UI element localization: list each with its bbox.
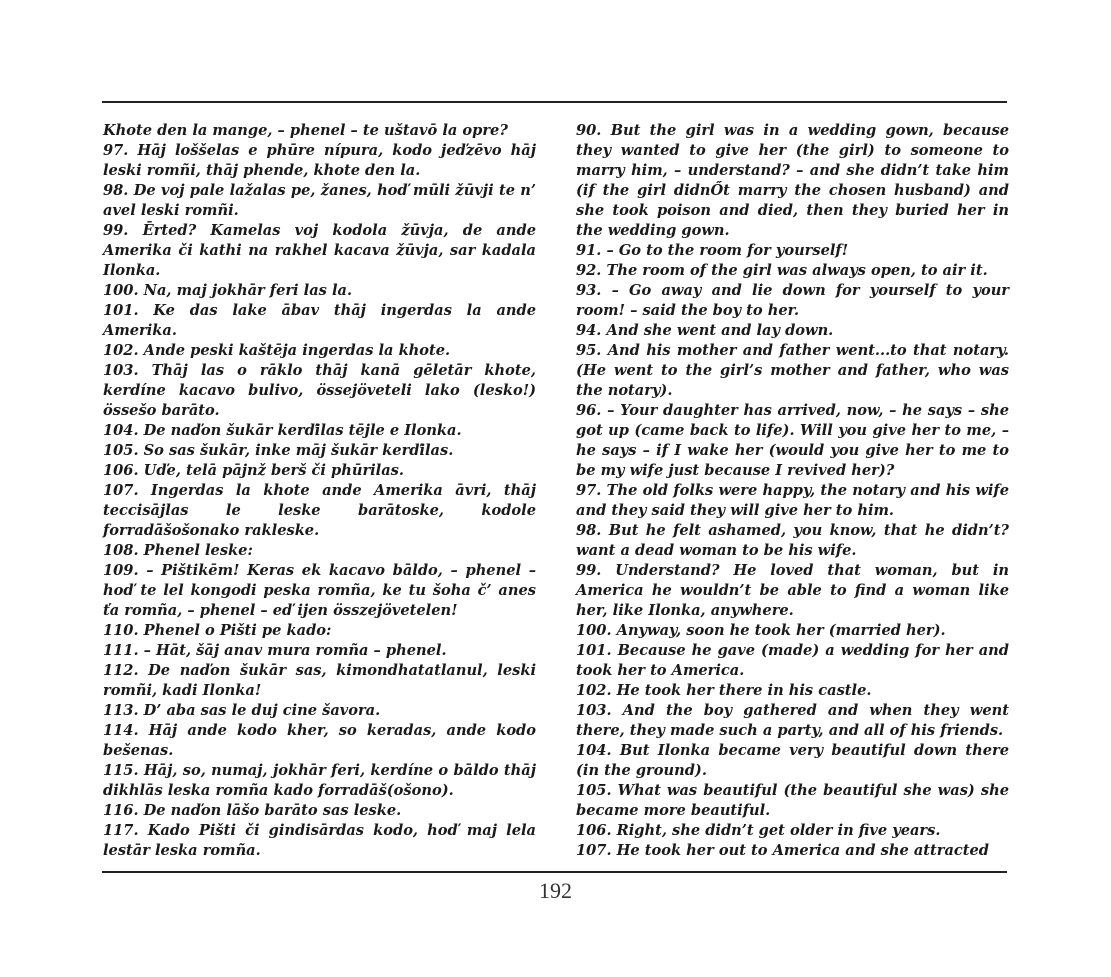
paragraph-romani: 99. Ērted? Kamelas voj kodola žūvja, de ande Amerika či kathi na rakhel kacava žūvja, sar kadala Ilonka.	[103, 222, 536, 279]
paragraph-english: 101. Because he gave (made) a wedding for her and took her to America.	[576, 642, 1009, 679]
paragraph-romani: Khote den la mange, – phenel – te uštavō la opre?	[103, 122, 508, 139]
paragraph-english: 91. – Go to the room for yourself!	[576, 242, 849, 259]
paragraph-romani: 101. Ke das lake ābav thāj ingerdas la ande Amerika.	[103, 302, 536, 339]
paragraph-english: 102. He took her there in his castle.	[576, 682, 872, 699]
page-number: 192	[539, 878, 572, 903]
paragraph-romani: 108. Phenel leske:	[103, 542, 253, 559]
paragraph-romani: 97. Hāj loššelas e phūre nípura, kodo jeďzēvo hāj leski romñi, thāj phende, khote den la.	[103, 142, 536, 179]
paragraph-romani: 98. De voj pale lažalas pe, žanes, hoď mūli žūvji te n’ avel leski romñi.	[103, 182, 536, 219]
top-rule	[102, 101, 1007, 103]
paragraph-romani: 114. Hāj ande kodo kher, so keradas, ande kodo bešenas.	[103, 722, 536, 759]
bottom-rule	[102, 871, 1007, 873]
paragraph-romani: 105. So sas šukār, inke māj šukār kerďilas.	[103, 442, 454, 459]
paragraph-romani: 109. – Pištikēm! Keras ek kacavo bāldo, – phenel – hoď te lel kongodi peska romña, ke tu šoha č’ anes ťa romña, – phenel – eď ijen összejövetelen!	[103, 562, 536, 619]
paragraph-romani: 115. Hāj, so, numaj, jokhār feri, kerdíne o bāldo thāj dikhlās leska romña kado forradāš(ošono).	[103, 762, 536, 799]
paragraph-romani: 107. Ingerdas la khote ande Amerika āvri, thāj teccisājlas le leske barātoske, kodole forradāšošonako rakleske.	[103, 482, 536, 539]
right-column-english-translation	[576, 121, 1009, 861]
left-column-romani-text	[103, 121, 536, 861]
paragraph-english: 104. But Ilonka became very beautiful down there (in the ground).	[576, 742, 1009, 779]
paragraph-romani: 112. De naďon šukār sas, kimondhatatlanul, leski romñi, kadi Ilonka!	[103, 662, 536, 699]
paragraph-english: 103. And the boy gathered and when they went there, they made such a party, and all of his friends.	[576, 702, 1009, 739]
paragraph-english: 100. Anyway, soon he took her (married her).	[576, 622, 946, 639]
paragraph-english: 92. The room of the girl was always open, to air it.	[576, 262, 988, 279]
paragraph-romani: 110. Phenel o Pišti pe kado:	[103, 622, 332, 639]
paragraph-romani: 117. Kado Pišti či gindisārdas kodo, hoď maj lela lestār leska romña.	[103, 822, 536, 859]
paragraph-english: 99. Understand? He loved that woman, but in America he wouldn’t be able to find a woman like her, like Ilonka, anywhere.	[576, 562, 1009, 619]
paragraph-romani: 106. Uďe, telā pājnž berš či phūrilas.	[103, 462, 404, 479]
paragraph-english: 107. He took her out to America and she attracted	[576, 842, 990, 859]
paragraph-english: 95. And his mother and father went...to that notary. (He went to the girl’s mother and father, who was the notary).	[576, 342, 1009, 399]
paragraph-english: 94. And she went and lay down.	[576, 322, 834, 339]
paragraph-english: 106. Right, she didn’t get older in five years.	[576, 822, 941, 839]
paragraph-romani: 111. – Hāt, šāj anav mura romña – phenel.	[103, 642, 447, 659]
paragraph-romani: 103. Thāj las o rāklo thāj kanā gēletār khote, kerdíne kacavo bulivo, össejöveteli lako (lesko!) össešo barāto.	[103, 362, 536, 419]
paragraph-english: 93. – Go away and lie down for yourself to your room! – said the boy to her.	[576, 282, 1009, 319]
paragraph-english: 90. But the girl was in a wedding gown, because they wanted to give her (the girl) to someone to marry him, – understand? – and she didn’t take him (if the girl didnŐt marry the chosen husband) and she took poison and died, then they buried her in the wedding gown.	[576, 122, 1009, 239]
paragraph-romani: 104. De naďon šukār kerďilas tējle e Ilonka.	[103, 422, 462, 439]
paragraph-english: 97. The old folks were happy, the notary and his wife and they said they will give her to him.	[576, 482, 1009, 519]
paragraph-romani: 100. Na, maj jokhār feri las la.	[103, 282, 353, 299]
paragraph-english: 98. But he felt ashamed, you know, that he didn’t? want a dead woman to be his wife.	[576, 522, 1009, 559]
paragraph-english: 96. – Your daughter has arrived, now, – he says – she got up (came back to life). Will you give her to me, – he says – if I wake her (would you give her to me to be my wife just because I revived her)?	[576, 402, 1009, 479]
paragraph-romani: 102. Ande peski kaštēja ingerdas la khote.	[103, 342, 451, 359]
paragraph-romani: 116. De naďon lāšo barāto sas leske.	[103, 802, 402, 819]
paragraph-english: 105. What was beautiful (the beautiful she was) she became more beautiful.	[576, 782, 1009, 819]
paragraph-romani: 113. D’ aba sas le duj cine šavora.	[103, 702, 381, 719]
